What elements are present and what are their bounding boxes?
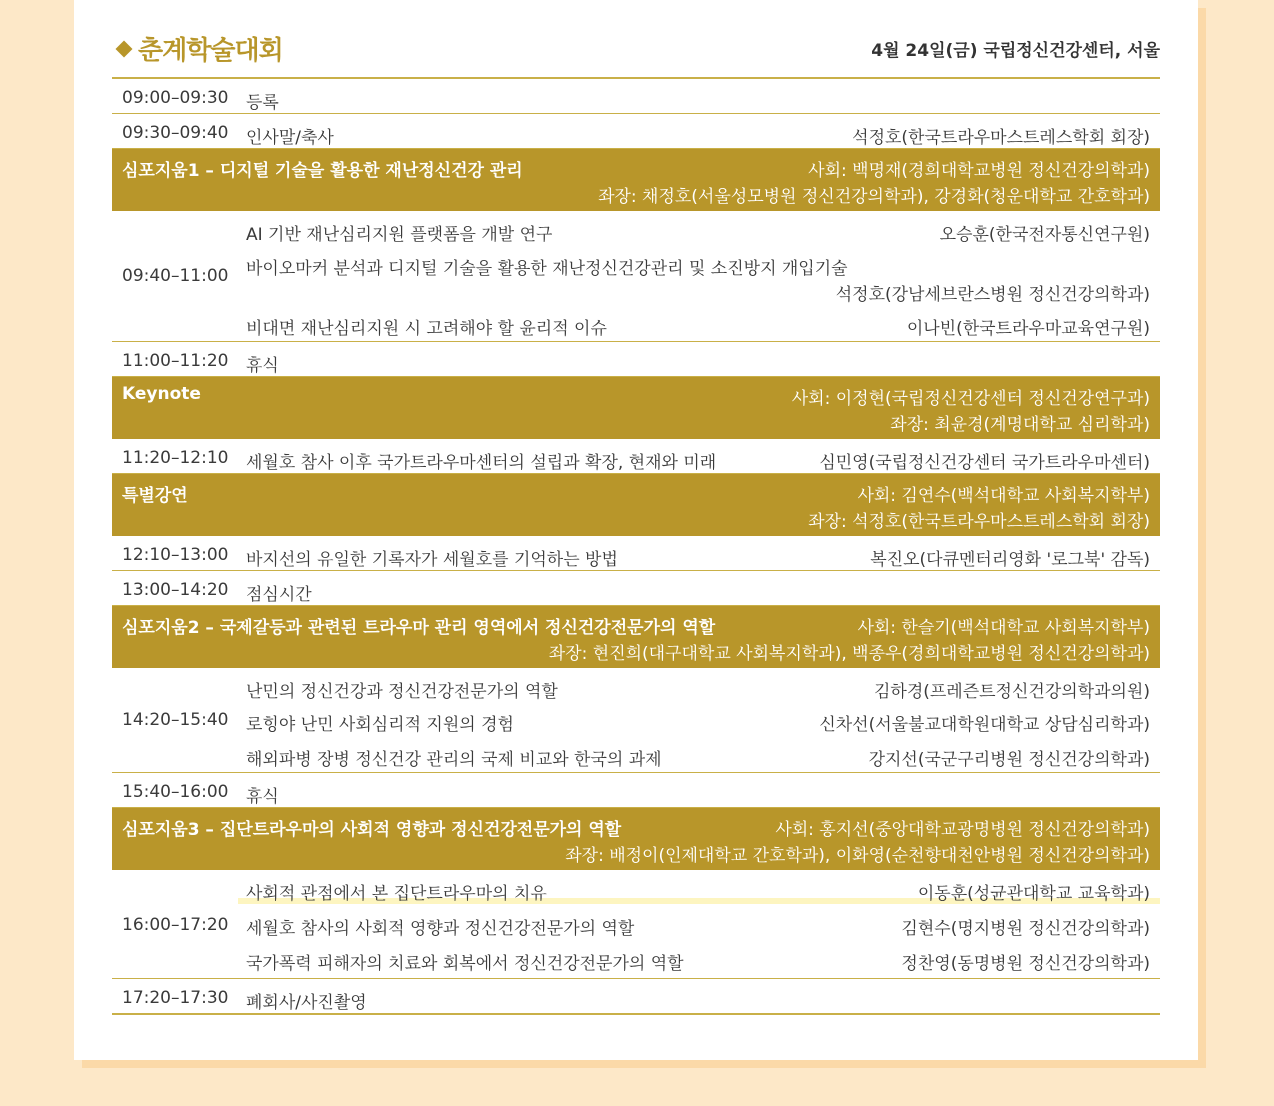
session-title: 심포지움2 – 국제갈등과 관련된 트라우마 관리 영역에서 정신건강전문가의 역할 xyxy=(122,618,716,638)
talk-speaker: 이나빈(한국트라우마교육연구원) xyxy=(906,319,1150,339)
row-title: 폐회사/사진촬영 xyxy=(246,993,367,1013)
schedule-row-closing xyxy=(112,979,1160,1013)
diamond-bullet-icon xyxy=(116,40,133,57)
session-band-symposium2 xyxy=(112,606,1160,668)
talk-item xyxy=(246,710,1150,735)
session-title: 심포지움1 – 디지털 기술을 활용한 재난정신건강 관리 xyxy=(122,161,523,181)
row-time: 11:20–12:10 xyxy=(122,448,229,468)
schedule-row-keynote-talk xyxy=(112,439,1160,474)
row-time: 09:00–09:30 xyxy=(122,88,229,108)
schedule-row-registration xyxy=(112,79,1160,114)
session-band-symposium3 xyxy=(112,808,1160,870)
group-time: 16:00–17:20 xyxy=(122,915,229,935)
talk-item xyxy=(246,949,1150,974)
talk-item xyxy=(246,677,1150,702)
session-band-keynote xyxy=(112,377,1160,439)
talk-item xyxy=(246,745,1150,770)
session-chair: 좌장: 최윤경(계명대학교 심리학과) xyxy=(890,415,1150,435)
event-date-venue: 4월 24일(금) 국립정신건강센터, 서울 xyxy=(871,41,1160,61)
session-band-special-lecture xyxy=(112,474,1160,536)
talk-item xyxy=(246,254,1150,305)
row-speaker: 석정호(한국트라우마스트레스학회 회장) xyxy=(852,128,1150,148)
session-moderator: 사회: 한슬기(백석대학교 사회복지학부) xyxy=(857,618,1150,638)
talk-title: 사회적 관점에서 본 집단트라우마의 치유 xyxy=(246,884,547,904)
talk-item xyxy=(246,914,1150,939)
row-title: 등록 xyxy=(246,93,279,113)
row-speaker: 심민영(국립정신건강센터 국가트라우마센터) xyxy=(819,453,1150,473)
talk-speaker: 김현수(명지병원 정신건강의학과) xyxy=(901,919,1150,939)
session-chair: 좌장: 채정호(서울성모병원 정신건강의학과), 강경화(청운대학교 간호학과) xyxy=(598,187,1150,207)
row-title: 세월호 참사 이후 국가트라우마센터의 설립과 확장, 현재와 미래 xyxy=(246,453,717,473)
group-time: 14:20–15:40 xyxy=(122,710,229,730)
session-moderator: 사회: 백명재(경희대학교병원 정신건강의학과) xyxy=(808,161,1150,181)
talk-item xyxy=(246,220,1150,245)
talk-title: 난민의 정신건강과 정신건강전문가의 역할 xyxy=(246,682,558,702)
session-moderator: 사회: 이정현(국립정신건강센터 정신건강연구과) xyxy=(791,389,1150,409)
session-group-symposium3 xyxy=(112,870,1160,979)
talk-speaker: 김하경(프레즌트정신건강의학과의원) xyxy=(873,682,1150,702)
talk-item xyxy=(246,879,1150,904)
session-group-symposium2 xyxy=(112,668,1160,773)
talk-speaker: 강지선(국군구리병원 정신건강의학과) xyxy=(868,750,1150,770)
session-chair: 좌장: 석정호(한국트라우마스트레스학회 회장) xyxy=(808,512,1150,532)
session-moderator: 사회: 김연수(백석대학교 사회복지학부) xyxy=(857,486,1150,506)
row-time: 09:30–09:40 xyxy=(122,123,229,143)
schedule-row-break xyxy=(112,773,1160,808)
row-time: 13:00–14:20 xyxy=(122,580,229,600)
header xyxy=(114,30,1160,66)
program-card xyxy=(74,0,1198,1060)
row-title: 인사말/축사 xyxy=(246,128,334,148)
session-band-symposium1 xyxy=(112,149,1160,211)
session-moderator: 사회: 홍지선(중앙대학교광명병원 정신건강의학과) xyxy=(775,820,1150,840)
session-chair: 좌장: 배정이(인제대학교 간호학과), 이화영(순천향대천안병원 정신건강의학과) xyxy=(565,846,1150,866)
session-group-symposium1 xyxy=(112,211,1160,342)
session-chair: 좌장: 현진희(대구대학교 사회복지학과), 백종우(경희대학교병원 정신건강의학과) xyxy=(548,644,1150,664)
talk-title: 국가폭력 피해자의 치료와 회복에서 정신건강전문가의 역할 xyxy=(246,954,684,974)
group-time: 09:40–11:00 xyxy=(122,266,229,286)
talk-speaker: 신차선(서울불교대학원대학교 상담심리학과) xyxy=(819,715,1150,735)
row-speaker: 복진오(다큐멘터리영화 '로그북' 감독) xyxy=(870,550,1150,570)
schedule-row-special-talk xyxy=(112,536,1160,571)
row-title: 휴식 xyxy=(246,787,279,807)
row-time: 12:10–13:00 xyxy=(122,545,229,565)
talk-title: 세월호 참사의 사회적 영향과 정신건강전문가의 역할 xyxy=(246,919,635,939)
talk-title: 해외파병 장병 정신건강 관리의 국제 비교와 한국의 과제 xyxy=(246,750,662,770)
talk-speaker: 이동훈(성균관대학교 교육학과) xyxy=(917,884,1150,904)
row-title: 휴식 xyxy=(246,356,279,376)
schedule-row-break xyxy=(112,342,1160,377)
row-time: 15:40–16:00 xyxy=(122,782,229,802)
row-time: 17:20–17:30 xyxy=(122,988,229,1008)
row-time: 11:00–11:20 xyxy=(122,351,229,371)
page-title: 춘계학술대회 xyxy=(138,36,283,66)
talk-title: 로힝야 난민 사회심리적 지원의 경험 xyxy=(246,715,514,735)
talk-title: 비대면 재난심리지원 시 고려해야 할 윤리적 이슈 xyxy=(246,319,607,339)
bottom-divider xyxy=(112,1013,1160,1015)
title-wrap xyxy=(114,30,283,67)
talk-title: AI 기반 재난심리지원 플랫폼을 개발 연구 xyxy=(246,225,553,245)
talk-item xyxy=(246,314,1150,339)
schedule-row-lunch xyxy=(112,571,1160,606)
schedule-row-greeting xyxy=(112,114,1160,149)
talk-speaker: 오승훈(한국전자통신연구원) xyxy=(939,225,1150,245)
session-title: Keynote xyxy=(122,384,201,404)
talk-speaker: 정찬영(동명병원 정신건강의학과) xyxy=(901,954,1150,974)
talk-speaker: 석정호(강남세브란스병원 정신건강의학과) xyxy=(835,285,1150,305)
row-title: 바지선의 유일한 기록자가 세월호를 기억하는 방법 xyxy=(246,550,618,570)
talk-title: 바이오마커 분석과 디지털 기술을 활용한 재난정신건강관리 및 소진방지 개입기술 xyxy=(246,259,848,279)
row-title: 점심시간 xyxy=(246,585,312,605)
session-title: 특별강연 xyxy=(122,486,188,506)
schedule-table xyxy=(112,77,1160,1015)
session-title: 심포지움3 – 집단트라우마의 사회적 영향과 정신건강전문가의 역할 xyxy=(122,820,622,840)
